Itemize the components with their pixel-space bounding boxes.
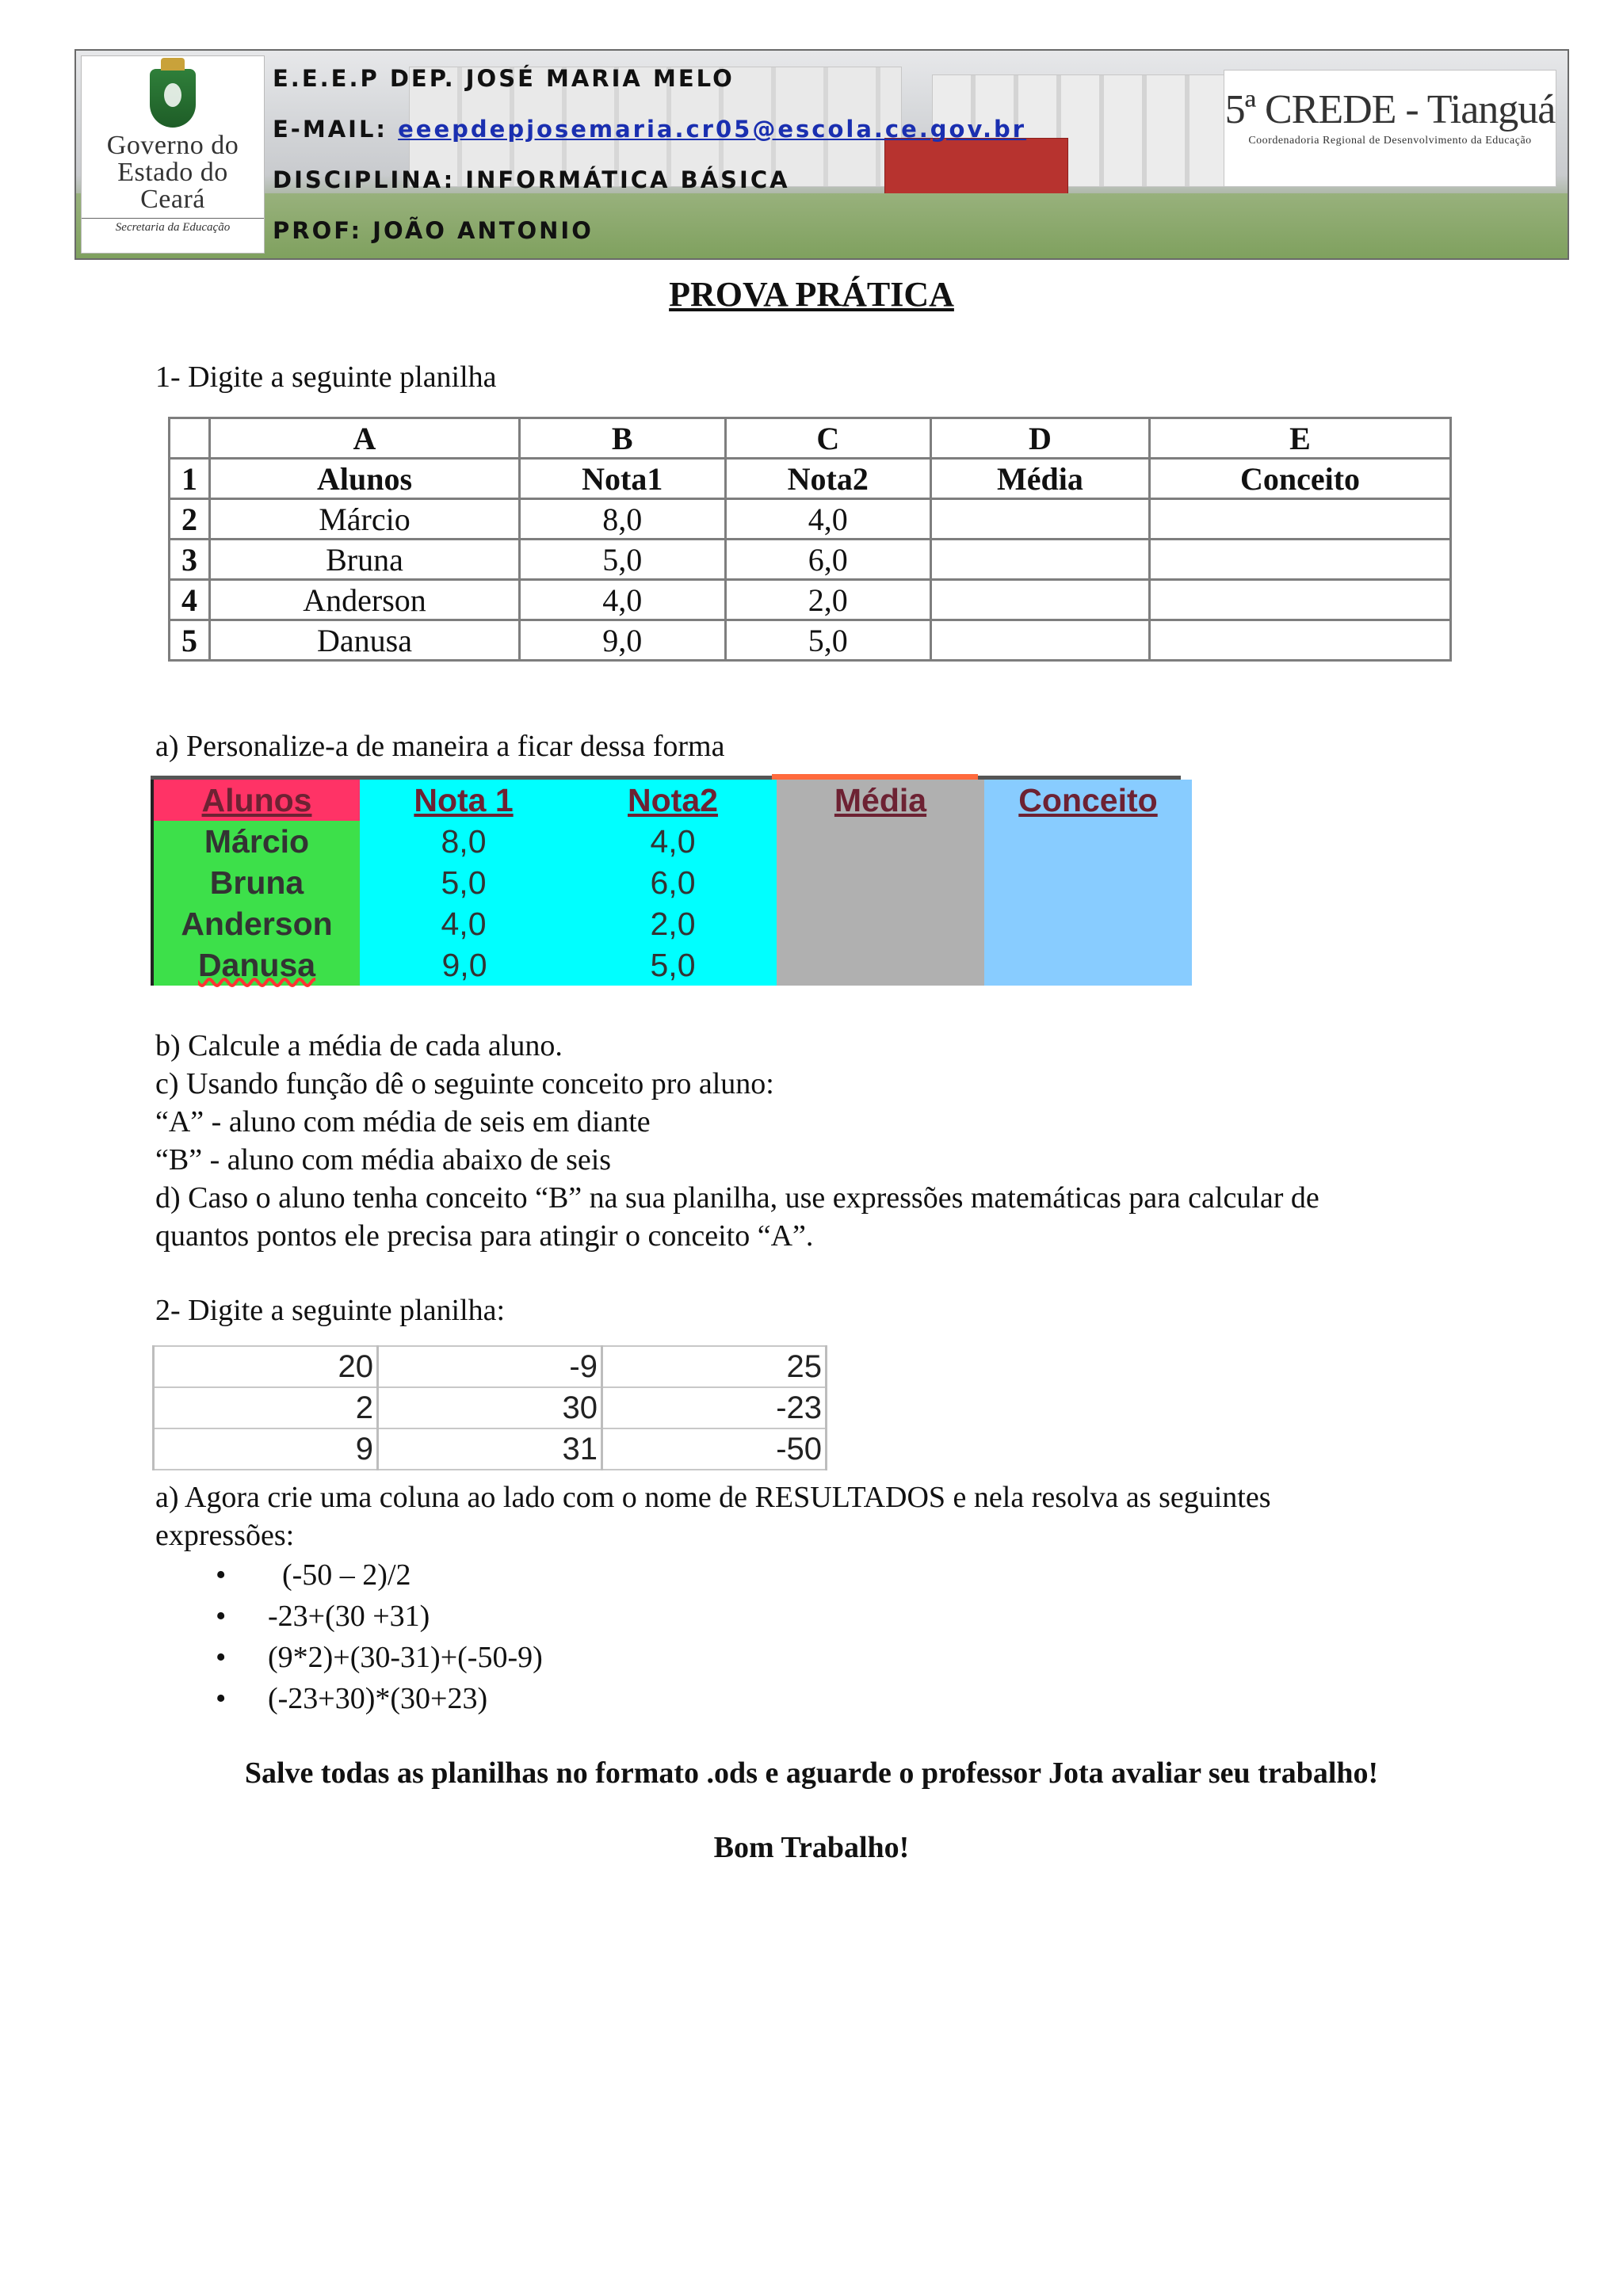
styled-header-cell: Alunos [152, 780, 360, 821]
closing-message: Bom Trabalho! [713, 1831, 910, 1864]
styled-cell: 4,0 [569, 821, 777, 862]
table-cell: 4,0 [520, 580, 726, 620]
table-cell: 5,0 [725, 620, 931, 661]
row-number: 5 [170, 620, 210, 661]
table-cell: 2,0 [725, 580, 931, 620]
styled-header-cell: Conceito [984, 780, 1192, 821]
corner-cell [170, 418, 210, 459]
header-cell: Nota1 [520, 459, 726, 499]
table-row [154, 1346, 827, 1387]
teacher-line: PROF: JOÃO ANTONIO [273, 217, 594, 244]
bullet-icon: • [216, 1600, 227, 1633]
q1-prompt: 1- Digite a seguinte planilha [155, 360, 497, 394]
q1-c: c) Usando função dê o seguinte conceito pro aluno: [155, 1067, 774, 1100]
styled-row [152, 944, 1192, 986]
styled-cell [984, 862, 1192, 903]
table-cell: 4,0 [725, 499, 931, 540]
bullet-icon: • [216, 1558, 227, 1592]
table-cell [1149, 580, 1450, 620]
table-cell: 9,0 [520, 620, 726, 661]
page-title: PROVA PRÁTICA [669, 275, 954, 314]
email-link[interactable]: eeepdepjosemaria.cr05@escola.ce.gov.br [398, 116, 1027, 143]
table-cell [931, 620, 1150, 661]
styled-row [152, 821, 1192, 862]
crede-logo-main: 5ª CREDE - Tianguá [1224, 87, 1556, 132]
table-cell [931, 499, 1150, 540]
styled-cell [777, 862, 984, 903]
number-cell: -9 [378, 1346, 602, 1387]
col-letter: E [1149, 418, 1450, 459]
spellcheck-underlined-name: Danusa [197, 946, 316, 983]
styled-name-cell: Anderson [152, 903, 360, 944]
col-letter: A [210, 418, 520, 459]
styled-cell: 2,0 [569, 903, 777, 944]
table-cell: 8,0 [520, 499, 726, 540]
table-row [170, 499, 1451, 540]
gov-logo-sub: Secretaria da Educação [82, 218, 264, 235]
table-row [170, 580, 1451, 620]
expression-item: (9*2)+(30-31)+(-50-9) [268, 1641, 543, 1674]
expression-item: (-50 – 2)/2 [282, 1558, 411, 1592]
header-cell: Conceito [1149, 459, 1450, 499]
col-letter: B [520, 418, 726, 459]
header-cell: Nota2 [725, 459, 931, 499]
styled-cell: 5,0 [569, 944, 777, 986]
styled-name-cell: Bruna [152, 862, 360, 903]
table-cell: 6,0 [725, 540, 931, 580]
styled-cell [984, 944, 1192, 986]
table-row [154, 1387, 827, 1428]
table-cell [1149, 620, 1450, 661]
email-label: E-MAIL: [273, 116, 388, 143]
col-letter: D [931, 418, 1150, 459]
number-cell: 9 [154, 1428, 378, 1470]
number-cell: -50 [602, 1428, 827, 1470]
expression-item: (-23+30)*(30+23) [268, 1682, 488, 1715]
table-cell: Danusa [210, 620, 520, 661]
styled-cell: 6,0 [569, 862, 777, 903]
table-row [170, 540, 1451, 580]
bullet-icon: • [216, 1682, 227, 1715]
ceara-shield-icon [150, 69, 196, 128]
number-cell: 2 [154, 1387, 378, 1428]
table-row [154, 1428, 827, 1470]
styled-spreadsheet-table [151, 780, 1192, 986]
email-line [273, 116, 1026, 143]
q1-c-concept-b: “B” - aluno com média abaixo de seis [155, 1143, 612, 1177]
row-number: 3 [170, 540, 210, 580]
styled-cell [777, 944, 984, 986]
spreadsheet-table-1 [168, 417, 1452, 662]
government-logo [81, 55, 265, 254]
table-cell: Bruna [210, 540, 520, 580]
number-cell: 20 [154, 1346, 378, 1387]
number-cell: 30 [378, 1387, 602, 1428]
table-cell: Márcio [210, 499, 520, 540]
styled-header-cell: Nota2 [569, 780, 777, 821]
styled-cell: 9,0 [360, 944, 569, 986]
column-letter-row [170, 418, 1451, 459]
school-name: E.E.E.P DEP. JOSÉ MARIA MELO [273, 65, 735, 92]
red-wall-image [884, 138, 1068, 195]
styled-cell [777, 903, 984, 944]
spreadsheet-table-2 [152, 1345, 827, 1470]
crede-logo [1224, 70, 1556, 187]
styled-cell [777, 821, 984, 862]
row-number: 4 [170, 580, 210, 620]
styled-header-cell: Média [777, 780, 984, 821]
bullet-icon: • [216, 1641, 227, 1674]
expression-item: -23+(30 +31) [268, 1600, 430, 1633]
styled-row [152, 903, 1192, 944]
row-number: 1 [170, 459, 210, 499]
styled-name-cell: Márcio [152, 821, 360, 862]
number-cell: 25 [602, 1346, 827, 1387]
row-number: 2 [170, 499, 210, 540]
table-row [170, 620, 1451, 661]
gov-logo-line2: Estado do Ceará [117, 158, 228, 214]
table-cell: 5,0 [520, 540, 726, 580]
styled-cell [984, 903, 1192, 944]
styled-cell: 5,0 [360, 862, 569, 903]
header-cell: Alunos [210, 459, 520, 499]
styled-row [152, 862, 1192, 903]
table-cell [931, 580, 1150, 620]
styled-cell: 4,0 [360, 903, 569, 944]
table-cell [931, 540, 1150, 580]
styled-name-cell [152, 944, 360, 986]
table-cell: Anderson [210, 580, 520, 620]
styled-header-row [152, 780, 1192, 821]
q1-d-line2: quantos pontos ele precisa para atingir o conceito “A”. [155, 1219, 814, 1253]
number-cell: 31 [378, 1428, 602, 1470]
q2-prompt: 2- Digite a seguinte planilha: [155, 1294, 506, 1327]
header-cell: Média [931, 459, 1150, 499]
styled-header-cell: Nota 1 [360, 780, 569, 821]
q1-c-concept-a: “A” - aluno com média de seis em diante [155, 1105, 651, 1138]
q2-a-line2: expressões: [155, 1519, 295, 1552]
q1-a: a) Personalize-a de maneira a ficar dessa forma [155, 730, 725, 763]
save-instruction: Salve todas as planilhas no formato .ods e aguarde o professor Jota avaliar seu trabalho! [244, 1756, 1379, 1790]
number-cell: -23 [602, 1387, 827, 1428]
crede-logo-sub: Coordenadoria Regional de Desenvolvimento da Educação [1248, 135, 1532, 147]
gov-logo-line1: Governo do [106, 131, 239, 160]
col-letter: C [725, 418, 931, 459]
header-banner [74, 49, 1569, 260]
table-cell [1149, 499, 1450, 540]
q2-a-line1: a) Agora crie uma coluna ao lado com o nome de RESULTADOS e nela resolva as seguintes [155, 1481, 1271, 1514]
discipline-line: DISCIPLINA: INFORMÁTICA BÁSICA [273, 166, 790, 193]
table-header-row [170, 459, 1451, 499]
styled-cell: 8,0 [360, 821, 569, 862]
styled-cell [984, 821, 1192, 862]
q1-b: b) Calcule a média de cada aluno. [155, 1029, 563, 1062]
table-cell [1149, 540, 1450, 580]
q1-d-line1: d) Caso o aluno tenha conceito “B” na sua planilha, use expressões matemáticas para calcular de [155, 1181, 1319, 1215]
